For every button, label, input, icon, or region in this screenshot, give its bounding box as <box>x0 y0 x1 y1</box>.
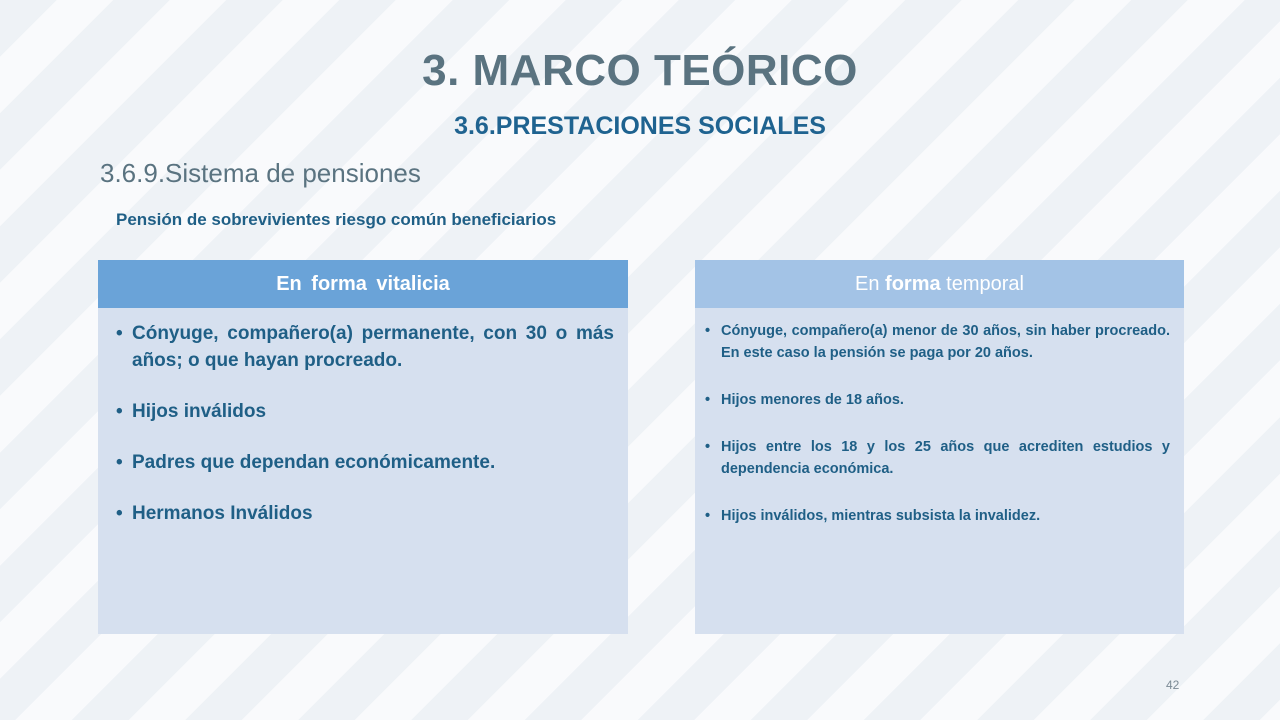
list-item: • Padres que dependan económicamente. <box>116 449 614 476</box>
list-item: • Hijos inválidos <box>116 398 614 425</box>
page-number: 42 <box>1166 678 1180 692</box>
temporary-header <box>695 260 1184 308</box>
section-heading: 3.6.9.Sistema de pensiones <box>100 158 421 188</box>
list-item: • Hermanos Inválidos <box>116 500 614 527</box>
list-item: • Hijos inválidos, mientras subsista la invalidez. <box>705 505 1170 527</box>
temporary-header-prefix: En <box>855 273 886 295</box>
slide-title: 3. MARCO TEÓRICO <box>422 46 858 95</box>
list-item: • Hijos menores de 18 años. <box>705 389 1170 411</box>
list-item: • Cónyuge, compañero(a) permanente, con 30 o más años; o que hayan procreado. <box>116 320 614 374</box>
temporary-header-bold: forma <box>885 273 941 295</box>
lifetime-header: En forma vitalicia <box>98 260 628 308</box>
temporary-list <box>695 308 1184 527</box>
lifetime-list <box>98 308 628 527</box>
slide-subtitle: 3.6.PRESTACIONES SOCIALES <box>454 112 826 140</box>
list-item: • Cónyuge, compañero(a) menor de 30 años, sin haber procreado. En este caso la pensión se paga por 20 años. <box>705 320 1170 364</box>
list-item: • Hijos entre los 18 y los 25 años que acrediten estudios y dependencia económica. <box>705 436 1170 480</box>
temporary-beneficiaries-box <box>695 260 1184 634</box>
lifetime-beneficiaries-box <box>98 260 628 634</box>
temporary-header-suffix: temporal <box>940 273 1024 295</box>
caption-text: Pensión de sobrevivientes riesgo común beneficiarios <box>116 210 557 229</box>
